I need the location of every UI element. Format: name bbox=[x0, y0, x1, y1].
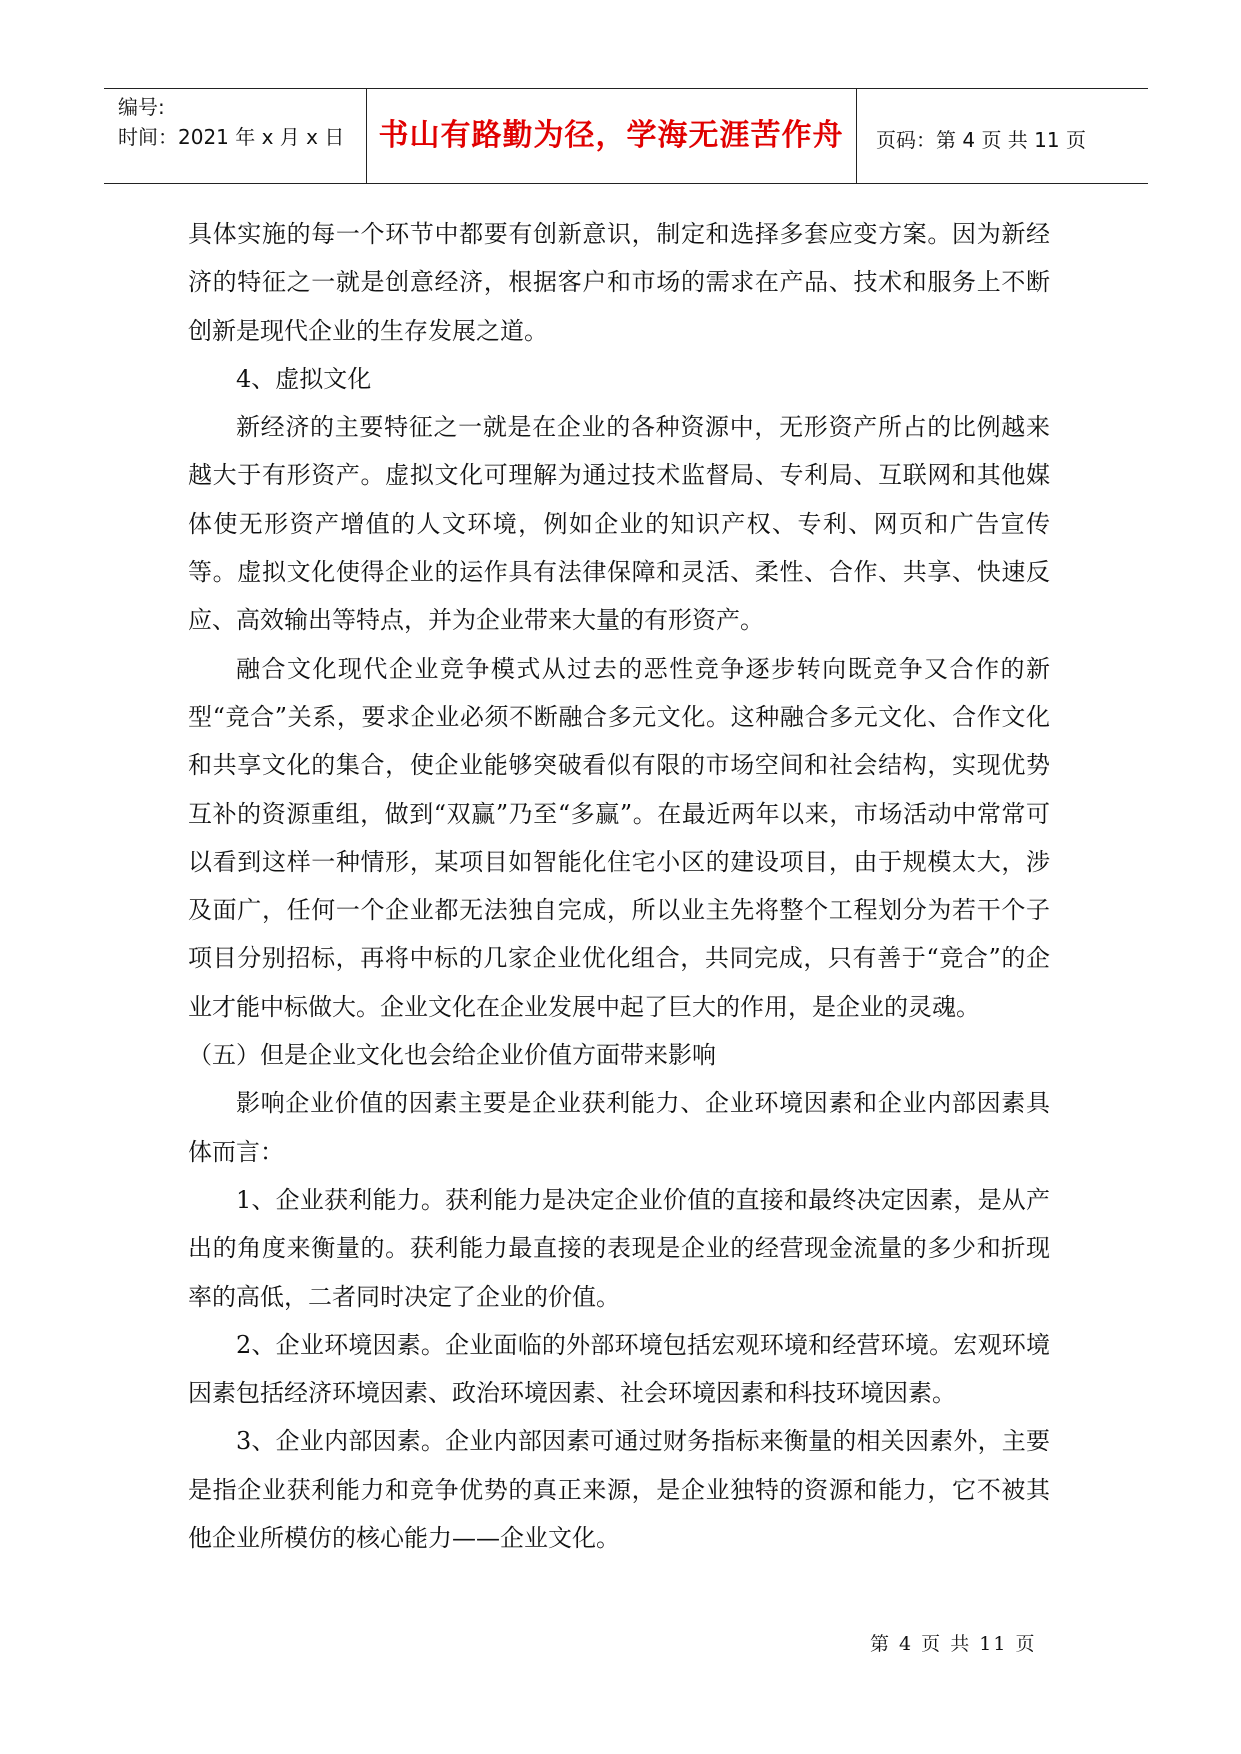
body-paragraph: 新经济的主要特征之一就是在企业的各种资源中，无形资产所占的比例越来越大于有形资产。虚拟文化可理解为通过技术监督局、专利局、互联网和其他媒体使无形资产增值的人文环境，例如企业的知识产权、专利、网页和广告宣传等。虚拟文化使得企业的运作具有法律保障和灵活、柔性、合作、共享、快速反应、高效输出等特点，并为企业带来大量的有形资产。 bbox=[188, 413, 1050, 635]
body-paragraph: 融合文化现代企业竞争模式从过去的恶性竞争逐步转向既竞争又合作的新型“竞合”关系，要求企业必须不断融合多元文化。这种融合多元文化、合作文化和共享文化的集合，使企业能够突破看似有限的市场空间和社会结构，实现优势互补的资源重组，做到“双赢”乃至“多赢”。在最近两年以来，市场活动中常常可以看到这样一种情形，某项目如智能化住宅小区的建设项目，由于规模太大，涉及面广，任何一个企业都无法独自完成，所以业主先将整个工程划分为若干个子项目分别招标，再将中标的几家企业优化组合，共同完成，只有善于“竞合”的企业才能中标做大。企业文化在企业发展中起了巨大的作用，是企业的灵魂。 bbox=[188, 654, 1050, 1021]
document-time-label: 时间：2021 年 x 月 x 日 bbox=[118, 125, 345, 149]
document-body bbox=[188, 210, 1050, 1562]
header-page-indicator: 页码：第 4 页 共 11 页 bbox=[876, 128, 1086, 152]
body-paragraph: 3、企业内部因素。企业内部因素可通过财务指标来衡量的相关因素外，主要是指企业获利能力和竞争优势的真正来源，是企业独特的资源和能力，它不被其他企业所模仿的核心能力——企业文化。 bbox=[188, 1427, 1050, 1553]
body-paragraph: 1、企业获利能力。获利能力是决定企业价值的直接和最终决定因素，是从产出的角度来衡量的。获利能力最直接的表现是企业的经营现金流量的多少和折现率的高低，二者同时决定了企业的价值。 bbox=[188, 1185, 1050, 1311]
page-header bbox=[104, 88, 1148, 184]
header-motto: 书山有路勤为径，学海无涯苦作舟 bbox=[378, 118, 844, 153]
section-heading-virtual-culture: 4、虚拟文化 bbox=[236, 364, 372, 393]
header-top-rule bbox=[104, 88, 1148, 89]
body-paragraph: 具体实施的每一个环节中都要有创新意识，制定和选择多套应变方案。因为新经济的特征之一就是创意经济，根据客户和市场的需求在产品、技术和服务上不断创新是现代企业的生存发展之道。 bbox=[188, 220, 1050, 345]
header-divider-right bbox=[856, 88, 857, 184]
header-bottom-rule bbox=[104, 183, 1148, 184]
header-meta bbox=[118, 92, 344, 152]
body-paragraph: 2、企业环境因素。企业面临的外部环境包括宏观环境和经营环境。宏观环境因素包括经济环境因素、政治环境因素、社会环境因素和科技环境因素。 bbox=[188, 1330, 1050, 1408]
page-footer: 第 4 页 共 11 页 bbox=[870, 1633, 1037, 1655]
body-paragraph: 影响企业价值的因素主要是企业获利能力、企业环境因素和企业内部因素具体而言： bbox=[188, 1089, 1050, 1166]
section-heading-impact: （五）但是企业文化也会给企业价值方面带来影响 bbox=[188, 1041, 716, 1070]
document-number-label: 编号: bbox=[118, 95, 165, 119]
